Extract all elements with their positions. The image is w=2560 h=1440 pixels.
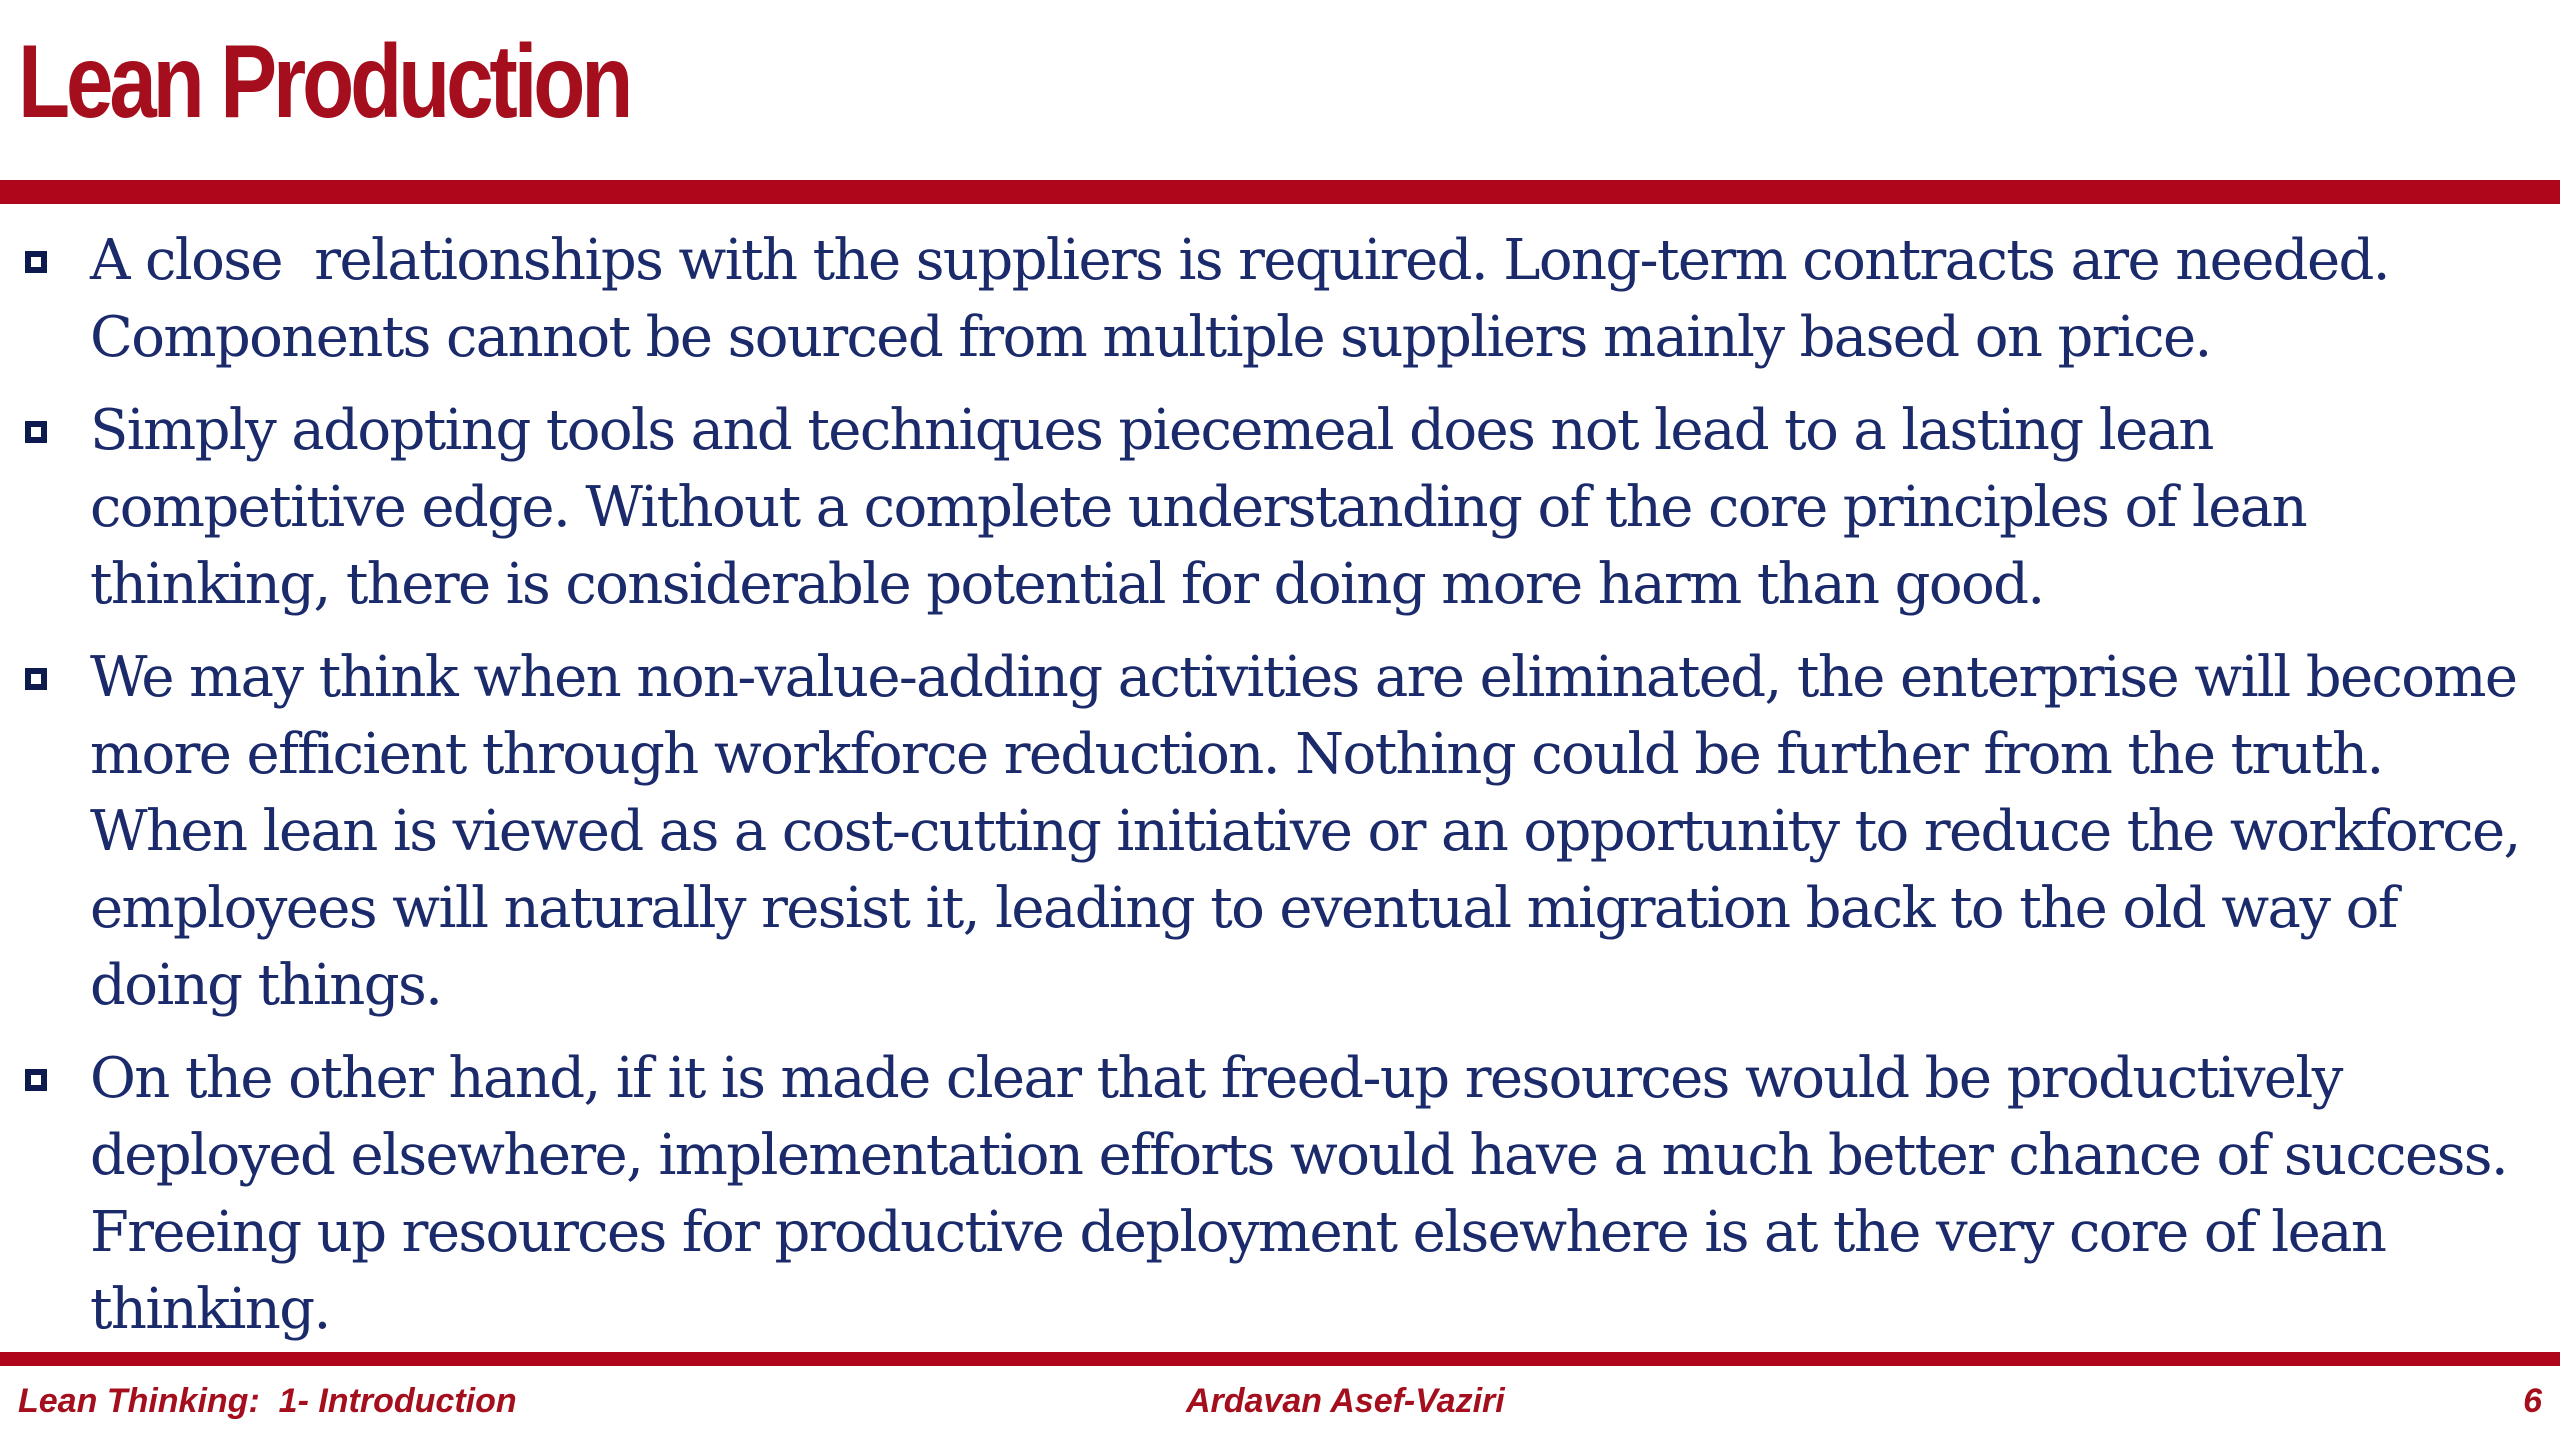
slide-title: Lean Production xyxy=(18,24,630,140)
hollow-square-bullet-icon xyxy=(25,421,47,443)
bullet-text: Simply adopting tools and techniques piecemeal does not lead to a lasting lean competitive edge. Without a complete understanding of the core principles of lean thinking, there is considerable potential for doing more harm than good. xyxy=(90,398,2323,617)
bullet-text: A close relationships with the suppliers is required. Long-term contracts are needed. Components cannot be sourced from multiple suppliers mainly based on price. xyxy=(90,228,2406,370)
bullet-item xyxy=(0,392,2560,623)
bullet-list xyxy=(0,222,2560,1364)
hollow-square-bullet-icon xyxy=(25,1069,47,1091)
bullet-item xyxy=(0,222,2560,376)
hollow-square-bullet-icon xyxy=(25,668,47,690)
title-divider xyxy=(0,180,2560,204)
bullet-item xyxy=(0,639,2560,1024)
footer-author: Ardavan Asef-Vaziri xyxy=(1186,1382,1505,1420)
page-number: 6 xyxy=(2523,1382,2542,1420)
footer-divider xyxy=(0,1352,2560,1366)
bullet-item xyxy=(0,1040,2560,1348)
bullet-text: On the other hand, if it is made clear that freed-up resources would be productively deployed elsewhere, implementation efforts would have a much better chance of success. Freeing up resources for productive deployment elsewhere is at the very core of lean thinking. xyxy=(90,1046,2524,1342)
footer-course-title: Lean Thinking: 1- Introduction xyxy=(18,1382,517,1420)
bullet-text: We may think when non-value-adding activities are eliminated, the enterprise will become more efficient through workforce reduction. Nothing could be further from the truth. When lean is viewed as a cost-cutting initiative or an opportunity to reduce the workforce, employees will naturally resist it, leading to eventual migration back to the old way of doing things. xyxy=(90,645,2536,1018)
hollow-square-bullet-icon xyxy=(25,251,47,273)
